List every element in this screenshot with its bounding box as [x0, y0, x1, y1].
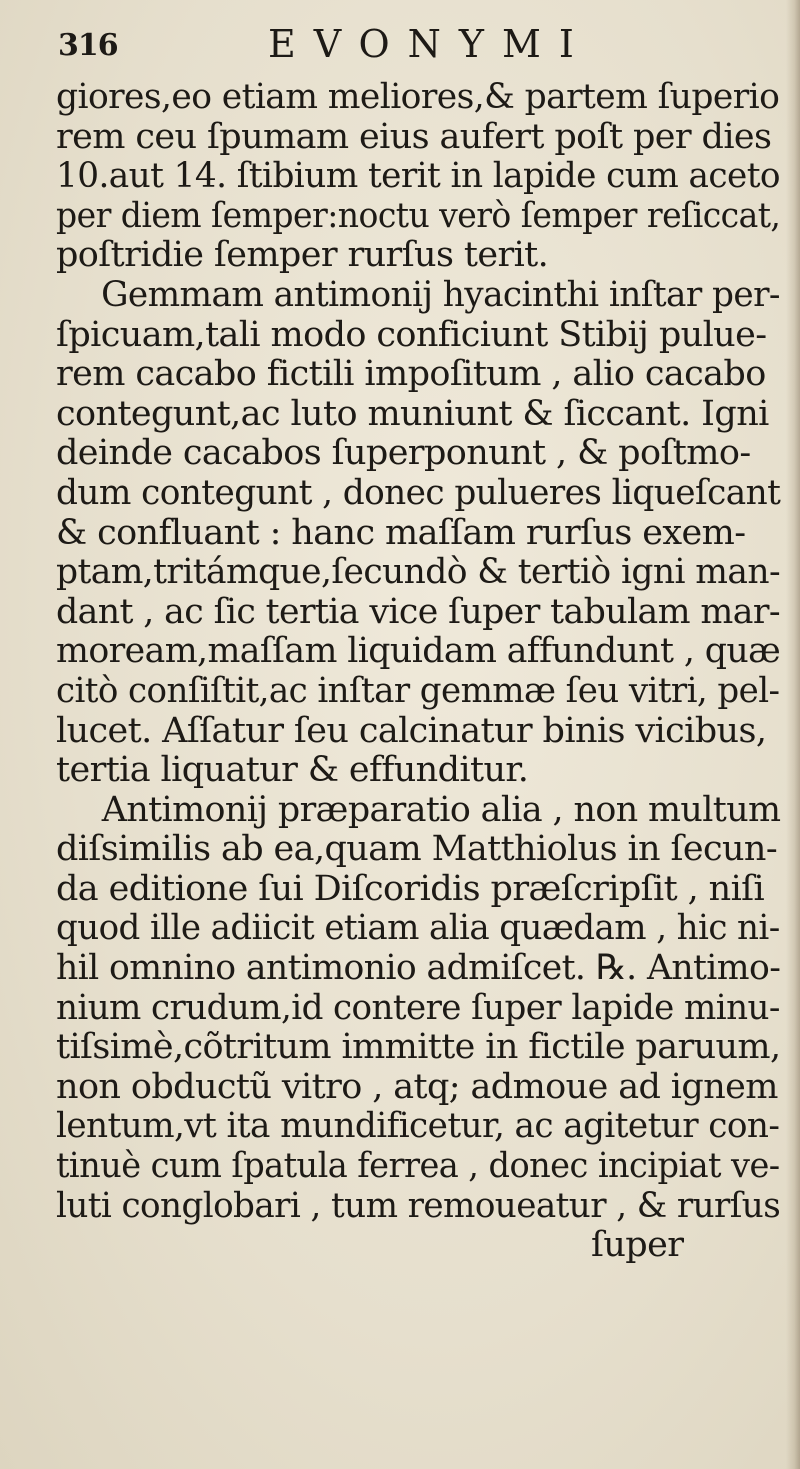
- text-line: 10.aut 14. ſtibium terit in lapide cum aceto: [56, 156, 780, 197]
- text-line: diſsimilis ab ea,quam Matthiolus in ſecun-: [56, 829, 778, 870]
- text-line: tiſsimè,cõtritum immitte in fictile paruum,: [56, 1027, 781, 1068]
- text-line: tertia liquatur & effunditur.: [56, 750, 529, 791]
- text-line: dant , ac ſic tertia vice ſuper tabulam mar-: [56, 591, 780, 632]
- text-line: quod ille adiicit etiam alia quædam , hic ni-: [56, 908, 780, 949]
- text-line: moream,maſſam liquidam affundunt , quæ: [56, 631, 781, 672]
- text-line: deinde cacabos ſuperponunt , & poſtmo-: [56, 433, 751, 474]
- paragraph-start-line: Gemmam antimonij hyacinthi inſtar per-: [101, 274, 780, 315]
- text-line: citò conſiſtit,ac inſtar gemmæ ſeu vitri, pel-: [56, 670, 780, 711]
- running-head: EVONYMI: [268, 22, 592, 66]
- text-line: contegunt,ac luto muniunt & ſiccant. Igni: [56, 393, 769, 434]
- text-line: luti conglobari , tum remoueatur , & rurſus: [56, 1185, 781, 1226]
- page-edge-shadow: [786, 0, 800, 1469]
- text-line: lentum,vt ita mundificetur, ac agitetur con-: [56, 1106, 780, 1147]
- page-number: 316: [58, 28, 118, 63]
- text-line: giores,eo etiam meliores,& partem ſuperio: [56, 77, 780, 117]
- text-line: hil omnino antimonio admiſcet. ℞. Antimo-: [56, 948, 781, 989]
- text-line: dum contegunt , donec pulueres liqueſcant: [56, 472, 781, 513]
- text-line: rem cacabo fictili impoſitum , alio cacabo: [56, 354, 766, 395]
- text-line: tinuè cum ſpatula ferrea , donec incipiat ve-: [56, 1146, 780, 1187]
- text-line: ptam,tritámque,ſecundò & tertiò igni man-: [56, 552, 781, 593]
- paragraph-start-line: Antimonij præparatio alia , non multum: [101, 789, 781, 830]
- text-line: non obductũ vitro , atq; admoue ad ignem: [56, 1066, 778, 1107]
- catchword: ſuper: [591, 1225, 684, 1266]
- text-line: lucet. Aſſatur ſeu calcinatur binis vicibus,: [56, 710, 767, 751]
- text-line: poſtridie ſemper rurſus terit.: [56, 235, 549, 276]
- text-line: per diem ſemper:noctu verò ſemper reſiccat,: [56, 195, 781, 236]
- text-line: ſpicuam,tali modo conficiunt Stibij pulue-: [56, 314, 767, 355]
- text-line: da editione ſui Diſcoridis præſcripſit , niſi: [56, 868, 765, 909]
- main-text: [56, 77, 781, 1266]
- page-header: [58, 18, 758, 68]
- text-line: rem ceu ſpumam eius aufert poſt per dies: [56, 116, 772, 157]
- text-line: nium crudum,id contere ſuper lapide minu-: [56, 987, 780, 1028]
- text-line: & confluant : hanc maſſam rurſus exem-: [56, 512, 746, 553]
